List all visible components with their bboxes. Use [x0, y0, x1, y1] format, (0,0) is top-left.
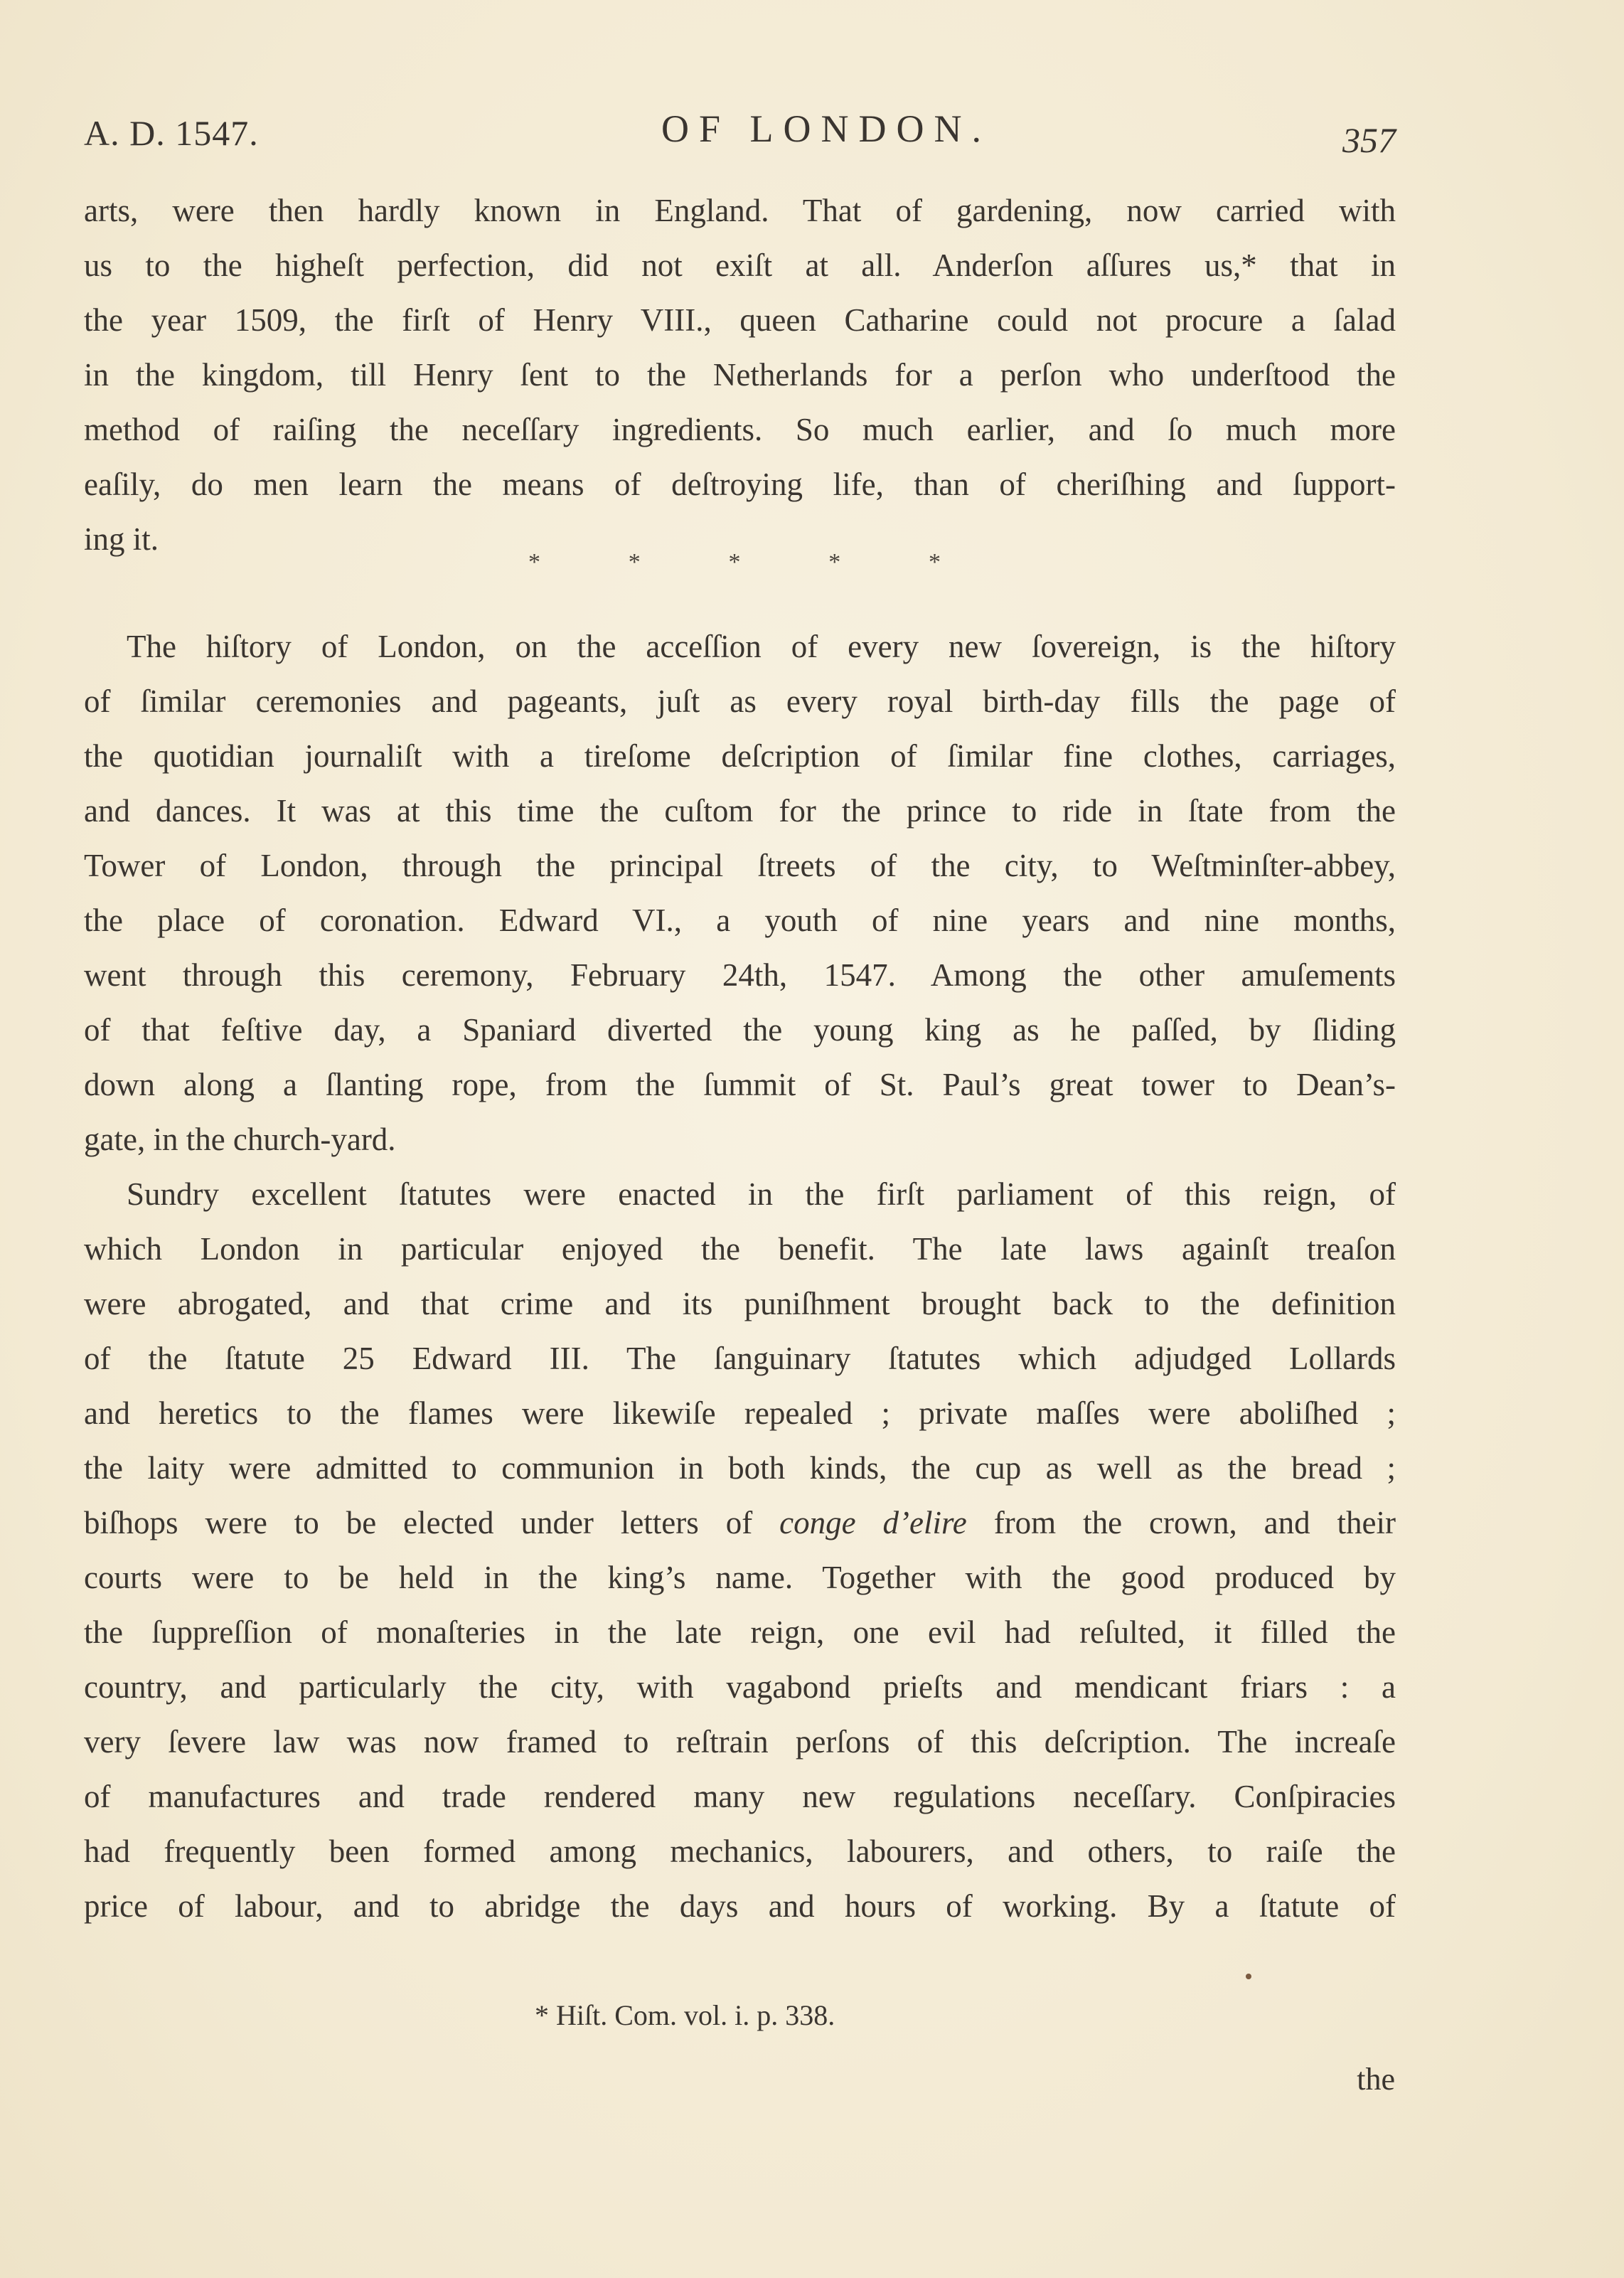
text-span: from the crown, and their [966, 1505, 1396, 1540]
italic-phrase: conge d’elire [779, 1505, 967, 1540]
text-line: eaſily, do men learn the means of deſtroying life, than of cheriſhing and ſupport- [84, 467, 1396, 502]
text-line: were abrogated, and that crime and its puniſhment brought back to the definition [84, 1286, 1396, 1321]
footnote: * Hiſt. Com. vol. i. p. 338. [535, 1999, 835, 2031]
body-text [84, 183, 1396, 1934]
asterisk: * [929, 549, 941, 575]
asterisk: * [728, 549, 741, 575]
section-separator [528, 549, 941, 576]
text-line: of the ſtatute 25 Edward III. The ſanguinary ſtatutes which adjudged Lollards [84, 1341, 1396, 1376]
asterisk: * [628, 549, 641, 575]
text-line: method of raiſing the neceſſary ingredients. So much earlier, and ſo much more [84, 412, 1396, 447]
text-line: the year 1509, the firſt of Henry VIII., queen Catharine could not procure a ſalad [84, 302, 1396, 338]
text-line: of ſimilar ceremonies and pageants, juſt as every royal birth-day fills the page of [84, 683, 1396, 719]
text-line: us to the higheſt perfection, did not exiſt at all. Anderſon aſſures us,* that in [84, 248, 1396, 283]
text-line: of that feſtive day, a Spaniard diverted the young king as he paſſed, by ſliding [84, 1012, 1396, 1048]
text-line: of manufactures and trade rendered many new regulations neceſſary. Conſpiracies [84, 1779, 1396, 1814]
text-line: Sundry excellent ſtatutes were enacted in the firſt parliament of this reign, of [127, 1176, 1396, 1212]
text-line: the laity were admitted to communion in both kinds, the cup as well as the bread ; [84, 1450, 1396, 1486]
page-number: 357 [1342, 120, 1396, 160]
text-line: and dances. It was at this time the cuſtom for the prince to ride in ſtate from the [84, 793, 1396, 829]
text-line: ing it. [84, 521, 159, 557]
header-title: OF LONDON. [661, 107, 991, 150]
text-line: price of labour, and to abridge the days and hours of working. By a ſtatute of [84, 1888, 1396, 1924]
text-line-with-italic [84, 1496, 1396, 1550]
text-line: courts were to be held in the king’s name. Together with the good produced by [84, 1560, 1396, 1595]
text-line: arts, were then hardly known in England. That of gardening, now carried with [84, 193, 1396, 228]
text-line: The hiſtory of London, on the acceſſion of every new ſovereign, is the hiſtory [127, 629, 1396, 664]
text-line: the place of coronation. Edward VI., a youth of nine years and nine months, [84, 903, 1396, 938]
header-date: A. D. 1547. [84, 113, 259, 153]
text-line: had frequently been formed among mechanics, labourers, and others, to raiſe the [84, 1833, 1396, 1869]
text-line: went through this ceremony, February 24th, 1547. Among the other amuſements [84, 957, 1396, 993]
text-line: gate, in the church-yard. [84, 1122, 396, 1157]
text-line: Tower of London, through the principal ſtreets of the city, to Weſtminſter-abbey, [84, 848, 1396, 883]
text-line: down along a ſlanting rope, from the ſummit of St. Paul’s great tower to Dean’s- [84, 1067, 1396, 1102]
text-line: and heretics to the flames were likewiſe repealed ; private maſſes were aboliſhed ; [84, 1395, 1396, 1431]
text-line: the ſuppreſſion of monaſteries in the late reign, one evil had reſulted, it filled the [84, 1614, 1396, 1650]
text-span: biſhops were to be elected under letters of [84, 1505, 780, 1540]
ink-speck [1246, 1974, 1251, 1979]
text-line: in the kingdom, till Henry ſent to the Netherlands for a perſon who underſtood the [84, 357, 1396, 393]
text-line: which London in particular enjoyed the benefit. The late laws againſt treaſon [84, 1231, 1396, 1267]
text-line: very ſevere law was now framed to reſtrain perſons of this deſcription. The increaſe [84, 1724, 1396, 1760]
asterisk: * [528, 549, 540, 575]
text-line: the quotidian journaliſt with a tireſome deſcription of ſimilar fine clothes, carriages, [84, 738, 1396, 774]
asterisk: * [828, 549, 841, 575]
catchword: the [1357, 2062, 1395, 2097]
running-header [84, 107, 1396, 164]
text-line: country, and particularly the city, with vagabond prieſts and mendicant friars : a [84, 1669, 1396, 1705]
